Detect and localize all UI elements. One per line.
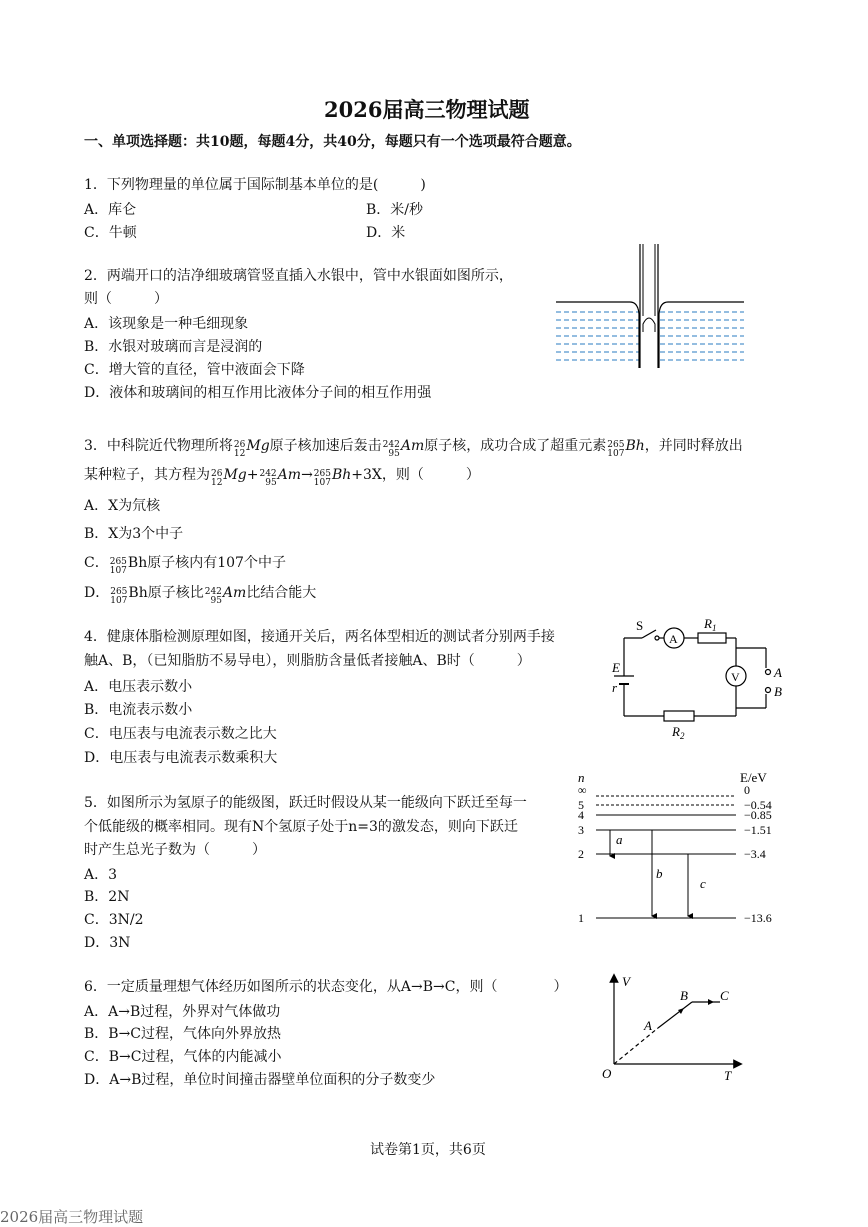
e-axis-label: E/eV xyxy=(740,770,767,785)
section-heading: 一、单项选择题：共10题，每题4分，共40分，每题只有一个选项最符合题意。 xyxy=(84,134,581,150)
energy-level-value: −0.85 xyxy=(744,808,772,822)
transition-a-label: a xyxy=(616,832,623,847)
q1-option-a: A．库仑 xyxy=(84,202,137,218)
t-axis-label: T xyxy=(724,1068,732,1083)
q6-stem: 6．一定质量理想气体经历如图所示的状态变化，从A→B→C，则（ ） xyxy=(84,979,568,995)
q3-option-b: B．X为3个中子 xyxy=(84,526,184,542)
circuit-figure xyxy=(604,612,790,742)
q5-stem: 5．如图所示为氢原子的能级图，跃迁时假设从某一能级向下跃迁至每一 xyxy=(84,795,527,811)
energy-level-n: 4 xyxy=(578,808,584,822)
energy-level-n: 3 xyxy=(578,823,584,837)
q2-option-c: C．增大管的直径，管中液面会下降 xyxy=(84,362,305,378)
capillary-figure xyxy=(552,240,748,370)
q4-option-a: A．电压表示数小 xyxy=(84,679,193,695)
q6-option-b: B．B→C过程，气体向外界放热 xyxy=(84,1026,282,1042)
r1-label: $R_1$ xyxy=(704,616,717,633)
q3-stem: 3．中科院近代物理所将 26 12 Mg原子核加速后轰击 242 95 Am原子核，成功合成了超重元素 265 107 Bh，并同时释放出 xyxy=(84,438,743,459)
emf-label: E xyxy=(612,660,620,675)
transition-c-label: c xyxy=(700,876,706,891)
energy-level-n: 1 xyxy=(578,911,584,925)
state-b-label: B xyxy=(680,988,688,1003)
q3-option-c: C． 265 107 Bh原子核内有107个中子 xyxy=(84,555,286,576)
q1-option-b: B．米/秒 xyxy=(366,202,424,218)
q2-stem: 2．两端开口的洁净细玻璃管竖直插入水银中，管中水银面如图所示， xyxy=(84,268,513,284)
q4-stem: 4．健康体脂检测原理如图，接通开关后，两名体型相近的测试者分别两手接 xyxy=(84,629,555,645)
vt-graph-figure xyxy=(596,972,746,1084)
q4-option-d: D．电压表与电流表示数乘积大 xyxy=(84,750,278,766)
q3-option-d: D． 265 107 Bh原子核比 242 95 Am比结合能大 xyxy=(84,585,317,606)
q2-option-d: D．液体和玻璃间的相互作用比液体分子间的相互作用强 xyxy=(84,385,432,401)
ammeter-label: A xyxy=(669,632,678,646)
terminal-b-label: B xyxy=(774,684,782,699)
q5-stem-cont2: 时产生总光子数为（ ） xyxy=(84,842,266,858)
q2-option-a: A．该现象是一种毛细现象 xyxy=(84,316,249,332)
energy-level-value: −1.51 xyxy=(744,823,772,837)
origin-label: O xyxy=(602,1066,612,1081)
state-c-label: C xyxy=(720,988,729,1003)
page-title: 2026届高三物理试题 xyxy=(324,97,530,122)
q5-option-a: A．3 xyxy=(84,867,118,883)
q6-option-d: D．A→B过程，单位时间撞击器壁单位面积的分子数变少 xyxy=(84,1072,436,1088)
q2-option-b: B．水银对玻璃而言是浸润的 xyxy=(84,339,263,355)
document-watermark: 2026届高三物理试题 xyxy=(0,1208,144,1226)
q1-stem: 1．下列物理量的单位属于国际制基本单位的是( ) xyxy=(84,177,426,193)
q5-option-c: C．3N/2 xyxy=(84,912,144,928)
state-a-label: A xyxy=(644,1018,652,1033)
switch-label: S xyxy=(636,618,644,633)
q5-option-b: B．2N xyxy=(84,889,130,905)
q6-option-c: C．B→C过程，气体的内能减小 xyxy=(84,1049,282,1065)
q1-option-d: D．米 xyxy=(366,225,406,241)
internal-resistance-label: r xyxy=(612,680,618,695)
energy-level-value: −3.4 xyxy=(744,847,766,861)
q4-option-b: B．电流表示数小 xyxy=(84,702,193,718)
q3-option-a: A．X为氘核 xyxy=(84,498,161,514)
q5-option-d: D．3N xyxy=(84,935,131,951)
terminal-a-label: A xyxy=(774,665,782,680)
energy-level-figure xyxy=(570,768,790,928)
q4-option-c: C．电压表与电流表示数之比大 xyxy=(84,726,277,742)
v-axis-label: V xyxy=(622,974,630,989)
q6-option-a: A．A→B过程，外界对气体做功 xyxy=(84,1004,281,1020)
q1-option-c: C．牛顿 xyxy=(84,225,137,241)
energy-level-value: −0.54 xyxy=(744,798,772,812)
q2-stem-cont: 则（ ） xyxy=(84,291,168,307)
page-footer: 试卷第1页，共6页 xyxy=(370,1142,486,1158)
r2-label: $R_2$ xyxy=(672,724,685,741)
transition-b-label: b xyxy=(656,866,663,881)
energy-level-n: 5 xyxy=(578,798,584,812)
energy-level-n: ∞ xyxy=(578,783,587,797)
n-axis-label: n xyxy=(578,770,585,785)
energy-level-n: 2 xyxy=(578,847,584,861)
q3-equation: 某种粒子，其方程为 26 12 Mg+ 242 95 Am→ 265 107 Bh+3X，则（ ） xyxy=(84,467,480,488)
q4-stem-cont: 触A、B，（已知脂肪不易导电），则脂肪含量低者接触A、B时（ ） xyxy=(84,653,531,669)
q5-stem-cont: 个低能级的概率相同。现有N个氢原子处于n=3的激发态，则向下跃迁 xyxy=(84,819,518,835)
energy-level-value: 0 xyxy=(744,783,750,797)
voltmeter-label: V xyxy=(731,670,740,684)
energy-level-value: −13.6 xyxy=(744,911,772,925)
